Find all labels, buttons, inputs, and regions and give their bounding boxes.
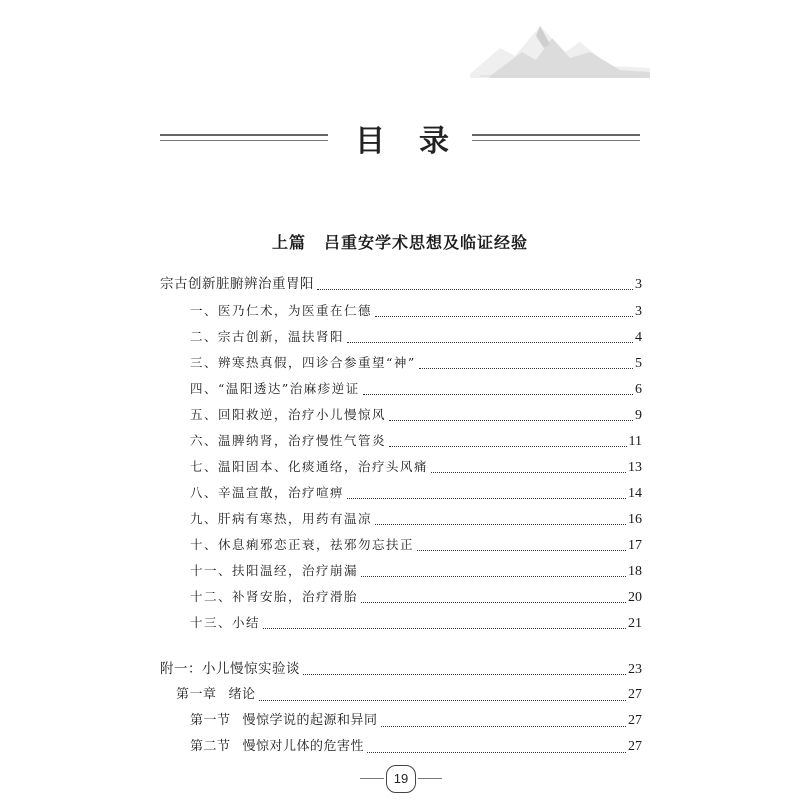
toc-entry-page: 4 xyxy=(635,330,642,345)
part-title-text: 吕重安学术思想及临证经验 xyxy=(324,233,529,252)
toc-entry-label: 一、医乃仁术，为医重在仁德 xyxy=(190,303,373,318)
toc-entry-page: 20 xyxy=(628,590,642,605)
toc-entry-label: 五、回阳救逆，治疗小儿慢惊风 xyxy=(190,407,387,422)
toc-entry-page: 27 xyxy=(628,687,642,702)
leader-dots xyxy=(375,315,633,317)
leader-dots xyxy=(363,393,633,395)
title-char-2: 录 xyxy=(419,124,449,159)
mountain-decoration xyxy=(470,18,650,78)
toc-entry-page: 13 xyxy=(628,460,642,475)
toc-entry[interactable] xyxy=(190,612,642,634)
leader-dots xyxy=(361,601,626,603)
toc-entry-section[interactable] xyxy=(190,736,642,758)
toc-entry-label: 六、温脾纳肾，治疗慢性气管炎 xyxy=(190,433,387,448)
leader-dots xyxy=(419,367,633,369)
toc-entry-label: 七、温阳固本、化痰通络，治疗头风痛 xyxy=(190,459,429,474)
leader-dots xyxy=(317,288,633,290)
toc-entry[interactable] xyxy=(190,534,642,556)
toc-entry-chapter[interactable] xyxy=(160,273,642,295)
toc-entry-page: 9 xyxy=(635,408,642,423)
toc-entry-page: 21 xyxy=(628,616,642,631)
toc-entry-page: 6 xyxy=(635,382,642,397)
toc-entry[interactable] xyxy=(190,430,642,452)
toc-entry[interactable] xyxy=(190,508,642,530)
toc-entry-label: 九、肝病有寒热，用药有温凉 xyxy=(190,511,373,526)
leader-dots xyxy=(303,673,626,675)
part-label: 上篇 xyxy=(271,233,306,252)
toc-entry-label: 绪论 xyxy=(228,687,256,702)
title-rule-left xyxy=(160,134,328,148)
toc-entry-label: 十一、扶阳温经，治疗崩漏 xyxy=(190,563,359,578)
leader-dots xyxy=(263,627,626,629)
leader-dots xyxy=(417,549,626,551)
part-heading xyxy=(160,230,640,253)
toc-entry-label: 十、休息痢邪恋正衰，祛邪勿忘扶正 xyxy=(190,537,415,552)
toc-entry-label: 三、辨寒热真假，四诊合参重望“神” xyxy=(190,355,416,370)
toc-entry-page: 3 xyxy=(635,277,642,292)
toc-entry-page: 17 xyxy=(628,538,642,553)
footer-line-right xyxy=(418,778,442,779)
title-rule-right xyxy=(472,134,640,148)
toc-entry-page: 3 xyxy=(635,304,642,319)
leader-dots xyxy=(431,471,626,473)
toc-entry-label: 附一：小儿慢惊实验谈 xyxy=(160,661,300,677)
title-char-1: 目 xyxy=(355,124,385,159)
toc-title-bar xyxy=(160,120,640,170)
toc-entry-page: 11 xyxy=(628,434,642,449)
leader-dots xyxy=(347,341,633,343)
toc-entry-label: 慢惊学说的起源和异同 xyxy=(242,713,378,728)
toc-entry-label: 十三、小结 xyxy=(190,615,261,630)
toc-entry-page: 18 xyxy=(628,564,642,579)
toc-entry[interactable] xyxy=(190,326,642,348)
footer-line-left xyxy=(360,778,384,779)
toc-entry-number: 第一章 xyxy=(176,687,217,702)
toc-entry[interactable] xyxy=(190,560,642,582)
page-number: 19 xyxy=(386,765,416,793)
toc-entry-label: 二、宗古创新，温扶肾阳 xyxy=(190,329,345,344)
toc-entry-number: 第一节 xyxy=(190,713,231,728)
toc-entry[interactable] xyxy=(190,378,642,400)
leader-dots xyxy=(381,725,626,727)
toc-entry[interactable] xyxy=(190,586,642,608)
leader-dots xyxy=(347,497,626,499)
leader-dots xyxy=(367,751,626,753)
toc-entry[interactable] xyxy=(190,352,642,374)
toc-entry[interactable] xyxy=(190,482,642,504)
toc-entry-page: 27 xyxy=(628,713,642,728)
toc-entry-page: 5 xyxy=(635,356,642,371)
leader-dots xyxy=(389,445,627,447)
toc-entry-page: 14 xyxy=(628,486,642,501)
toc-entry-label: 宗古创新脏腑辨治重胃阳 xyxy=(160,276,314,292)
leader-dots xyxy=(361,575,626,577)
toc-entry-section[interactable] xyxy=(190,710,642,732)
toc-entry-page: 23 xyxy=(628,662,642,677)
leader-dots xyxy=(389,419,633,421)
toc-entry-label: 慢惊对儿体的危害性 xyxy=(242,739,365,754)
toc-entry-appendix[interactable] xyxy=(160,658,642,680)
toc-entry-number: 第二节 xyxy=(190,739,231,754)
toc-entry[interactable] xyxy=(190,300,642,322)
leader-dots xyxy=(375,523,626,525)
toc-entry-label: 四、“温阳透达”治麻疹逆证 xyxy=(190,381,360,396)
leader-dots xyxy=(259,699,626,701)
toc-entry-chapter-one[interactable] xyxy=(176,684,642,706)
toc-entry[interactable] xyxy=(190,456,642,478)
toc-entry-label: 十二、补肾安胎，治疗滑胎 xyxy=(190,589,359,604)
toc-entry-page: 16 xyxy=(628,512,642,527)
toc-entry-label: 八、辛温宣散，治疗喧痹 xyxy=(190,485,345,500)
toc-entry[interactable] xyxy=(190,404,642,426)
toc-entry-page: 27 xyxy=(628,739,642,754)
